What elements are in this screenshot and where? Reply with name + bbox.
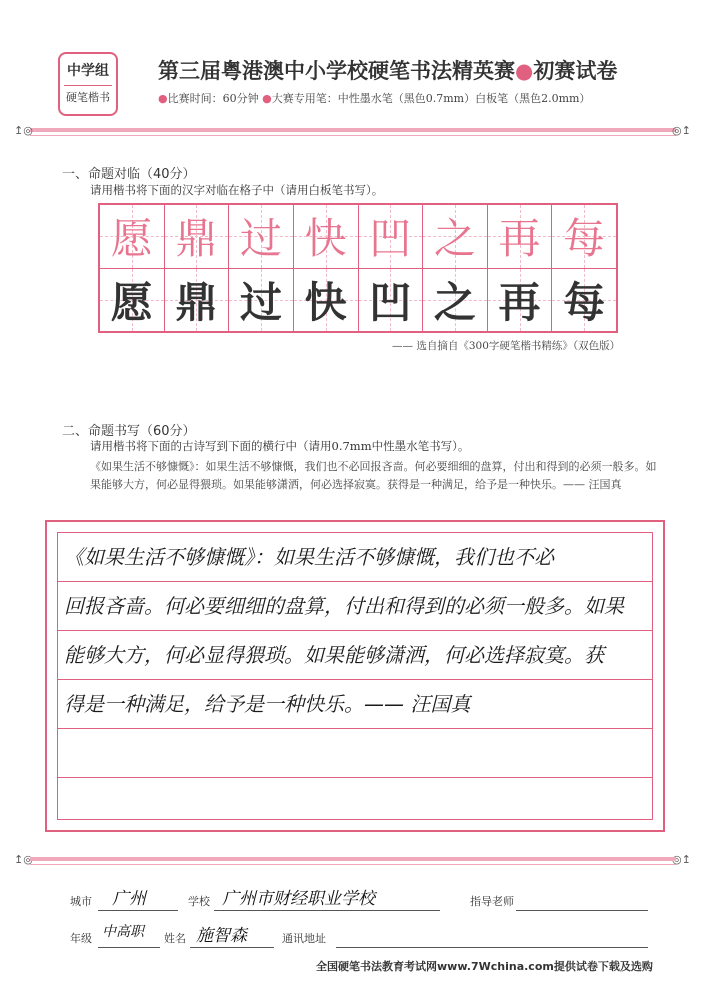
writing-area [57,532,653,820]
grid-cell [551,205,616,268]
grid-cell [487,269,552,332]
written-char: 快 [304,277,347,327]
teacher-field[interactable] [516,890,648,911]
grid-cell [228,269,293,332]
handwritten-line: 《如果生活不够慷慨》：如果生活不够慷慨，我们也不必 [58,533,652,582]
model-row [100,205,616,268]
title-main: 第三届粤港澳中小学校硬笔书法精英赛 [158,59,515,83]
grid-cell [358,205,423,268]
handwritten-line [58,729,652,778]
group-label: 中学组 [67,63,109,79]
ornament-icon: ↥◎ [14,853,33,866]
model-char: 之 [433,214,476,264]
written-row [100,268,616,332]
model-char: 愿 [110,214,153,264]
name-value: 施智森 [196,926,247,946]
written-char: 鼎 [175,277,218,327]
top-rule-thin [30,135,676,136]
bullet-icon: ● [262,92,272,105]
handwritten-line: 回报吝啬。何必要细细的盘算，付出和得到的必须一般多。如果 [58,582,652,631]
grid-cell [100,205,164,268]
title-dot: ● [515,59,534,83]
grid-cell [293,205,358,268]
written-char: 凹 [369,277,412,327]
section2-instruction: 请用楷书将下面的古诗写到下面的横行中（请用0.7mm中性墨水笔书写）。 [90,439,470,453]
character-grid [98,203,618,333]
source-note: —— 选自摘自《300字硬笔楷书精练》（双色版） [392,340,621,352]
grid-cell [164,205,229,268]
written-char: 再 [498,277,541,327]
grid-cell [100,269,164,332]
title-tail: 初赛试卷 [533,59,618,83]
name-label: 姓名 [164,932,186,945]
section1-instruction: 请用楷书将下面的汉字对临在格子中（请用白板笔书写）。 [90,183,384,197]
bottom-rule-thin [30,864,676,865]
exam-time: 比赛时间：60分钟 [167,92,259,105]
grid-cell [228,205,293,268]
model-char: 鼎 [175,214,218,264]
group-badge [58,52,118,116]
grid-cell [551,269,616,332]
badge-divider [64,85,112,86]
written-char: 每 [563,277,606,327]
handwritten-line: 得是一种满足，给予是一种快乐。—— 汪国真 [58,680,652,729]
group-subtitle: 硬笔楷书 [66,91,110,104]
exam-pens: 大赛专用笔：中性墨水笔（黑色0.7mm）白板笔（黑色2.0mm） [271,92,591,105]
grid-cell [422,269,487,332]
footer-text: 全国硬笔书法教育考试网www.7Wchina.com提供试卷下载及选购 [316,960,653,973]
ornament-icon: ◎↥ [672,853,691,866]
grade-value: 中高职 [102,924,144,940]
page-title [158,55,617,85]
exam-info [158,90,590,106]
bottom-rule [30,857,676,861]
model-char: 过 [240,214,283,264]
city-label: 城市 [70,895,92,908]
bullet-icon: ● [158,92,168,105]
ornament-icon: ◎↥ [672,124,691,137]
written-char: 过 [240,277,283,327]
grid-cell [164,269,229,332]
model-char: 再 [498,214,541,264]
grid-cell [358,269,423,332]
ornament-icon: ↥◎ [14,124,33,137]
grid-cell [487,205,552,268]
grade-label: 年级 [70,932,92,945]
handwritten-line [58,778,652,827]
grid-cell [422,205,487,268]
section2-title: 二、命题书写（60分） [62,424,196,439]
poem-text: 《如果生活不够慷慨》：如果生活不够慷慨，我们也不必回报吝啬。何必要细细的盘算，付出和得到的必须一般多。如果能够大方，何必显得猥琐。如果能够潇洒，何必选择寂寞。获得是一种满足，给予是一种快乐。—— 汪国真 [90,460,657,491]
model-char: 凹 [369,214,412,264]
school-label: 学校 [188,895,210,908]
school-value: 广州市财经职业学校 [222,889,375,909]
model-char: 快 [304,214,347,264]
top-rule [30,128,676,132]
handwritten-line: 能够大方，何必显得猥琐。如果能够潇洒，何必选择寂寞。获 [58,631,652,680]
written-char: 之 [433,277,476,327]
address-label: 通讯地址 [282,932,326,945]
grid-cell [293,269,358,332]
address-field[interactable] [336,927,648,948]
written-char: 愿 [110,277,153,327]
city-value: 广州 [112,889,146,909]
writing-frame [45,520,665,832]
section1-title: 一、命题对临（40分） [62,167,196,182]
teacher-label: 指导老师 [470,895,514,908]
model-char: 每 [563,214,606,264]
